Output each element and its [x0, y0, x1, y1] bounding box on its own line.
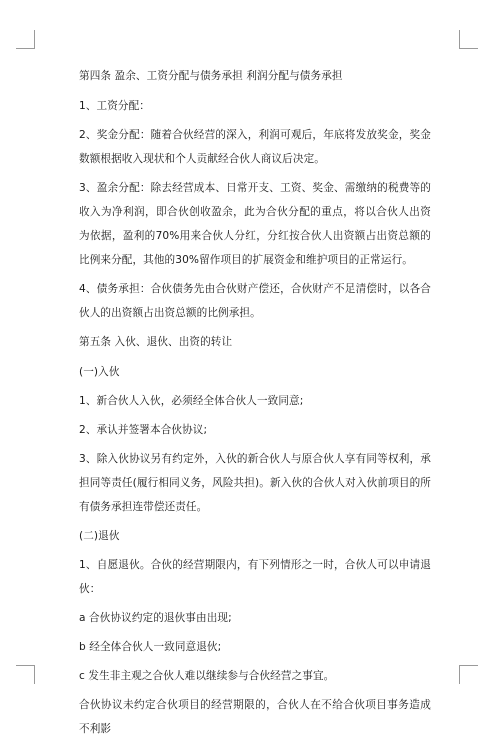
admission-item-3: 3、除入伙协议另有约定外，入伙的新合伙人与原合伙人享有同等权利，承担同等责任(履行相同义务，风险共担)。新入伙的合伙人对入伙前项目的所有债务承担连带偿还责任。 — [79, 453, 431, 513]
clause-bonus-distribution: 2、奖金分配：随着合伙经营的深入，利润可观后，年底将发放奖金，奖金数额根据收入现状和个人贡献经合伙人商议后决定。 — [79, 129, 431, 165]
clause-wage-distribution: 1、工资分配： — [79, 100, 151, 112]
withdrawal-condition-b: b 经全体合伙人一致同意退伙; — [79, 641, 222, 653]
crop-mark-bottom-left — [16, 665, 35, 684]
withdrawal-item-1: 1、自愿退伙。合伙的经营期限内，有下列情形之一时，合伙人可以申请退伙： — [79, 559, 431, 595]
crop-mark-top-right — [459, 30, 478, 49]
article-4-heading: 第四条 盈余、工资分配与债务承担 利润分配与债务承担 — [79, 70, 343, 82]
clause-surplus-distribution: 3、盈余分配：除去经营成本、日常开支、工资、奖金、需缴纳的税费等的收入为净利润，即合伙创收盈余，此为合伙分配的重点，将以合伙人出资为依据，盈利的70%用来合伙人分红，分红按合伙人出资额占出资总额的比例来分配，其他的30%留作项目的扩展资金和维护项目的正常运行。 — [79, 182, 431, 266]
crop-mark-bottom-right — [459, 665, 478, 684]
clause-debt-liability: 4、债务承担：合伙债务先由合伙财产偿还，合伙财产不足清偿时，以各合伙人的出资额占出资总额的比例承担。 — [79, 283, 431, 319]
withdrawal-term-paragraph: 合伙协议未约定合伙项目的经营期限的，合伙人在不给合伙项目事务造成不利影 — [79, 699, 431, 735]
withdrawal-condition-c: c 发生非主观之合伙人难以继续参与合伙经营之事宜。 — [79, 670, 335, 682]
admission-item-2: 2、承认并签署本合伙协议; — [79, 424, 208, 436]
withdrawal-condition-a: a 合伙协议约定的退伙事由出现; — [79, 612, 232, 624]
article-5-heading: 第五条 入伙、退伙、出资的转让 — [79, 336, 233, 348]
section-withdrawal-heading: (二)退伙 — [79, 530, 120, 542]
document-body — [79, 64, 431, 746]
crop-mark-top-left — [16, 30, 35, 49]
admission-item-1: 1、新合伙人入伙，必须经全体合伙人一致同意; — [79, 395, 304, 407]
section-admission-heading: (一)入伙 — [79, 366, 120, 378]
